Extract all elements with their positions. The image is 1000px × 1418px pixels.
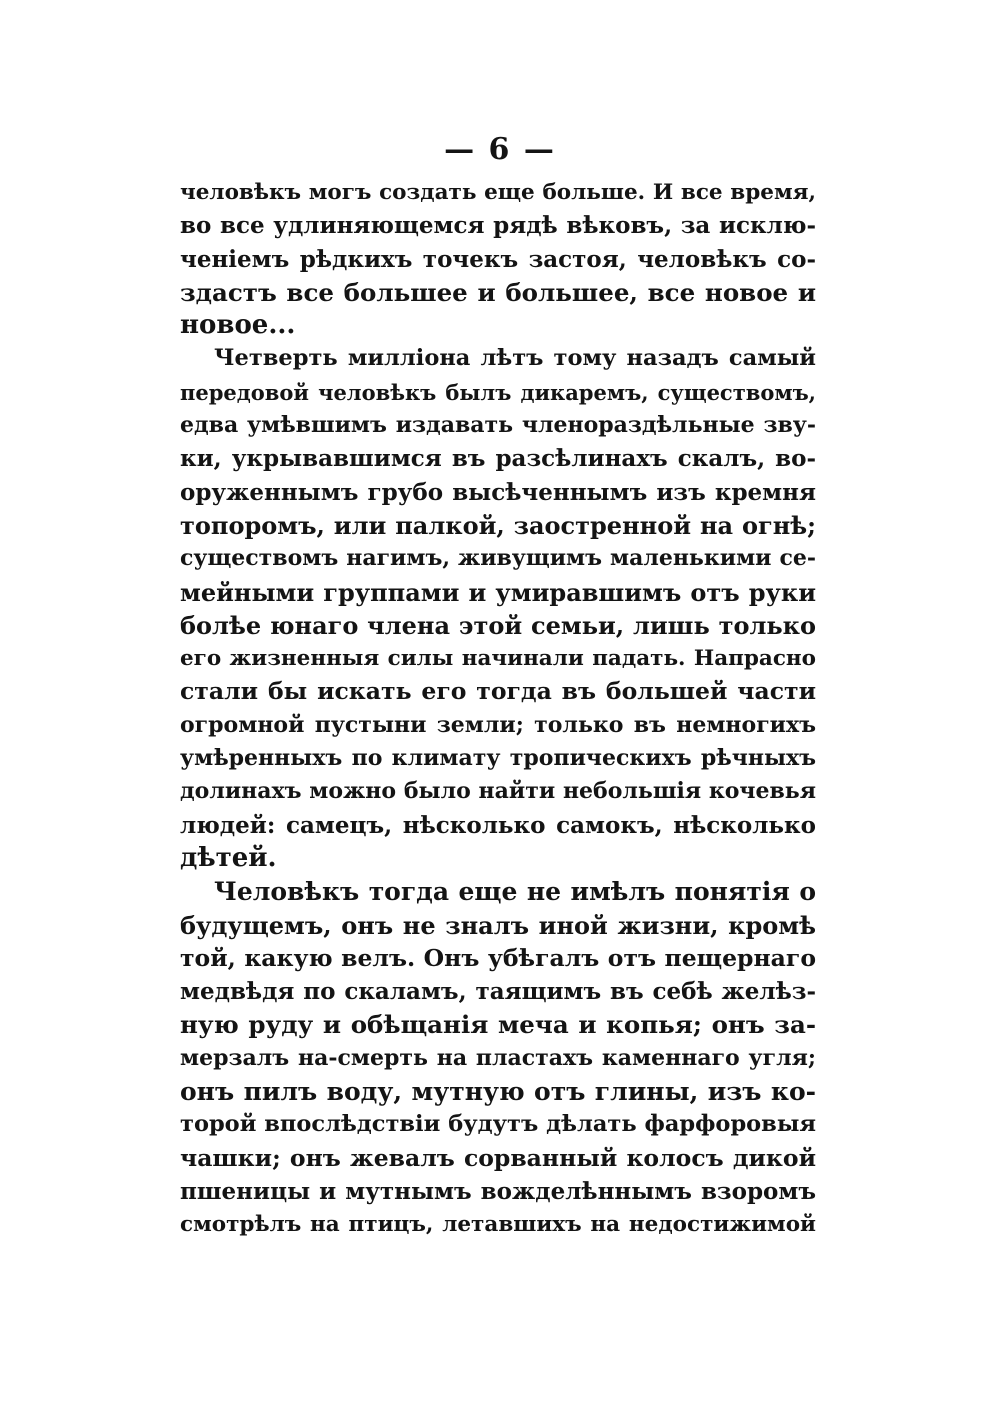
text-line: во все удлиняющемся рядѣ вѣковъ, за исклю-	[180, 212, 816, 240]
text-line: медвѣдя по скаламъ, таящимъ въ себѣ желѣз-	[180, 978, 816, 1006]
text-line: людей: самецъ, нѣсколько самокъ, нѣсколько	[180, 811, 816, 839]
text-line: оруженнымъ грубо высѣченнымъ изъ кремня	[180, 478, 816, 506]
text-line: умѣренныхъ по климату тропическихъ рѣчныхъ	[180, 745, 816, 772]
text-line: его жизненныя силы начинали падать. Напрасно	[180, 646, 816, 672]
text-line: пшеницы и мутнымъ вожделѣннымъ взоромъ	[180, 1177, 816, 1205]
text-line: передовой человѣкъ былъ дикаремъ, существомъ,	[180, 379, 816, 405]
text-line: чашки; онъ жевалъ сорванный колосъ дикой	[180, 1143, 816, 1172]
text-line: той, какую велъ. Онъ убѣгалъ отъ пещернаго	[180, 943, 816, 972]
text-line: онъ пилъ воду, мутную отъ глины, изъ ко-	[180, 1077, 816, 1107]
text-line: едва умѣвшимъ издавать членораздѣльные зву-	[180, 412, 816, 439]
text-line: мерзалъ на-смерть на пластахъ каменнаго угля;	[180, 1044, 816, 1071]
text-line: топоромъ, или палкой, заостренной на огнѣ;	[180, 510, 816, 540]
text-line: Человѣкъ тогда еще не имѣлъ понятія о	[214, 877, 816, 907]
text-line: стали бы искать его тогда въ большей части	[180, 677, 816, 706]
text-line: новое...	[180, 310, 296, 341]
text-line: ки, укрывавшимся въ разсѣлинахъ скалъ, во-	[180, 445, 816, 473]
text-line: существомъ нагимъ, живущимъ маленькими се-	[180, 545, 816, 572]
text-line: торой впослѣдствіи будутъ дѣлать фарфоровыя	[180, 1111, 816, 1138]
text-line: здастъ все большее и большее, все новое и	[180, 277, 816, 307]
text-line: будущемъ, онъ не зналъ иной жизни, кромѣ	[180, 910, 816, 940]
text-line: ченіемъ рѣдкихъ точекъ застоя, человѣкъ со-	[180, 245, 816, 273]
text-line: огромной пустыни земли; только въ немногихъ	[180, 711, 816, 738]
body-text	[180, 176, 816, 1242]
text-line: ную руду и обѣщанія меча и копья; онъ за-	[180, 1010, 816, 1040]
text-line: болѣе юнаго члена этой семьи, лишь только	[180, 610, 816, 640]
text-line: мейными группами и умиравшимъ отъ руки	[180, 577, 816, 607]
text-line: смотрѣлъ на птицъ, летавшихъ на недостижимой	[180, 1212, 816, 1238]
text-line: человѣкъ могъ создать еще больше. И все время,	[180, 180, 816, 205]
page-number: — 6 —	[444, 132, 556, 167]
text-line: дѣтей.	[180, 842, 277, 873]
text-line: Четверть милліона лѣтъ тому назадъ самый	[214, 345, 816, 372]
text-line: долинахъ можно было найти небольшія кочевья	[180, 778, 816, 805]
